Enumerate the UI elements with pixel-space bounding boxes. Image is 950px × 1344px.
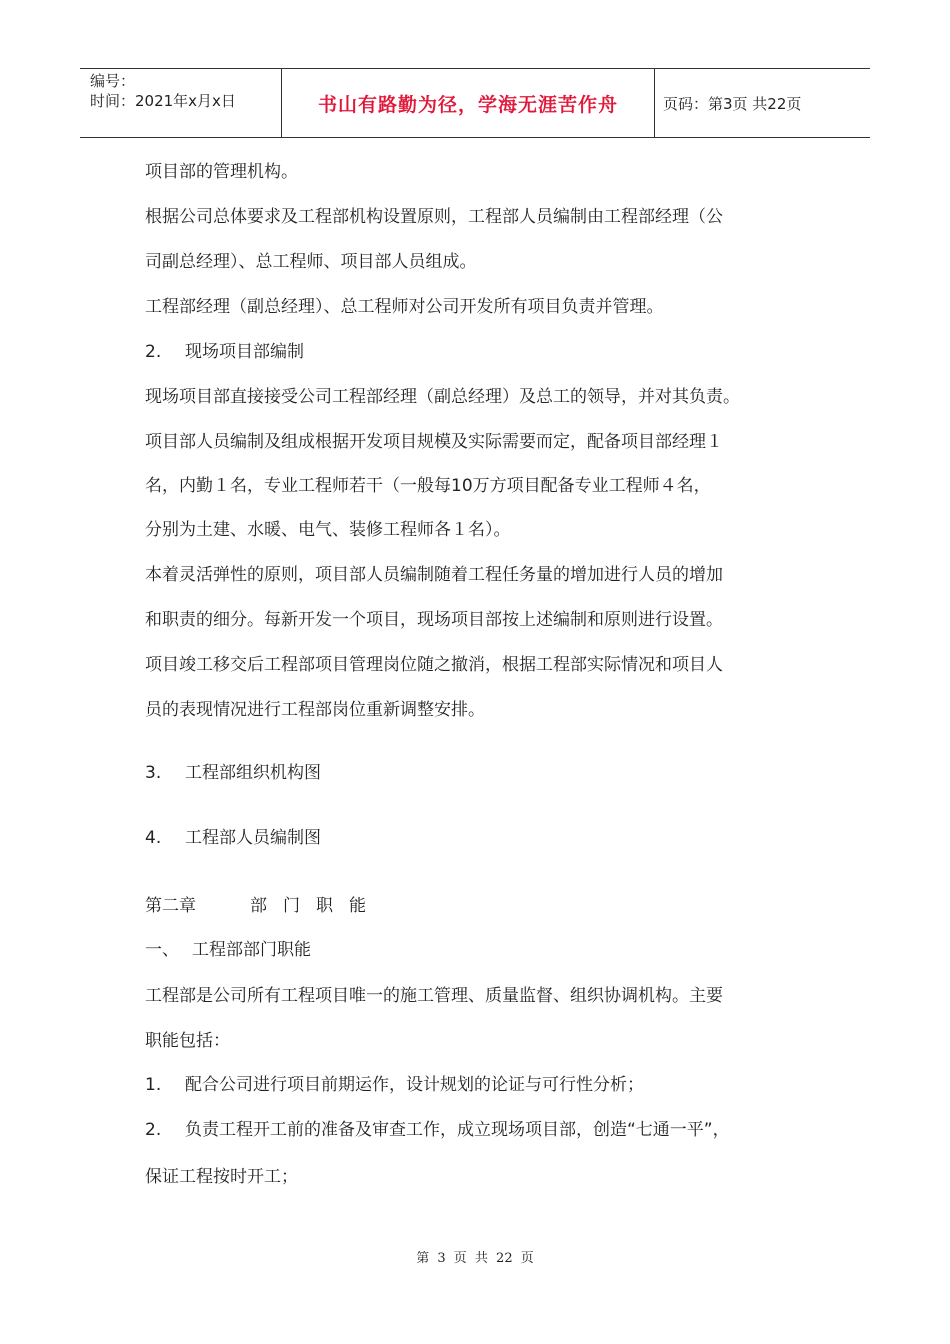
chapter-heading: [145, 894, 382, 918]
paragraph-line: 工程部是公司所有工程项目唯一的施工管理、质量监督、组织协调机构。主要: [145, 986, 723, 1006]
header-page-cell: [655, 69, 870, 137]
section-heading: [145, 938, 311, 962]
paragraph-line: 项目部人员编制及组成根据开发项目规模及实际需要而定，配备项目部经理１: [145, 432, 723, 452]
header-info-cell: [80, 69, 282, 137]
item-text: 工程部人员编制图: [185, 828, 321, 848]
header-motto-cell: [282, 69, 655, 137]
item-number: 2.: [145, 1120, 162, 1140]
paragraph-line: 本着灵活弹性的原则，项目部人员编制随着工程任务量的增加进行人员的增加: [145, 565, 723, 585]
paragraph-line: 项目部的管理机构。: [145, 162, 298, 182]
item-text: 配合公司进行项目前期运作，设计规划的论证与可行性分析；: [185, 1075, 644, 1095]
item-text: 现场项目部编制: [185, 342, 304, 362]
chapter-title: 部门职能: [250, 896, 382, 916]
page-header: [80, 68, 870, 138]
serial-label: 编号：: [90, 72, 136, 90]
paragraph-line: 职能包括：: [145, 1031, 230, 1051]
paragraph-line: 名，内勤１名，专业工程师若干（一般每10万方项目配备专业工程师４名，: [145, 476, 711, 496]
item-text: 负责工程开工前的准备及审查工作，成立现场项目部，创造“七通一平”，: [185, 1120, 730, 1140]
paragraph-line: 员的表现情况进行工程部岗位重新调整安排。: [145, 700, 485, 720]
item-number: 4.: [145, 828, 162, 848]
paragraph-line: 现场项目部直接接受公司工程部经理（副总经理）及总工的领导，并对其负责。: [145, 387, 740, 407]
motto-text: 书山有路勤为径，学海无涯苦作舟: [317, 93, 618, 116]
chapter-label: 第二章: [145, 896, 196, 916]
section-number: 一、: [145, 940, 179, 960]
paragraph-line: 司副总经理）、总工程师、项目部人员组成。: [145, 252, 477, 272]
paragraph-line: 根据公司总体要求及工程部机构设置原则，工程部人员编制由工程部经理（公: [145, 207, 723, 227]
item-number: 1.: [145, 1075, 162, 1095]
numbered-item: [145, 826, 321, 850]
paragraph-line: 和职责的细分。每新开发一个项目，现场项目部按上述编制和原则进行设置。: [145, 610, 723, 630]
paragraph-line: 工程部经理（副总经理）、总工程师对公司开发所有项目负责并管理。: [145, 297, 664, 317]
time-label: 时间：2021年x月x日: [90, 92, 236, 110]
section-title: 工程部部门职能: [192, 940, 311, 960]
page-code: 页码：第3页 共22页: [663, 94, 802, 113]
paragraph-line: 保证工程按时开工；: [145, 1167, 298, 1187]
page-footer: 第 3 页 共 22 页: [416, 1251, 534, 1266]
numbered-item: [145, 761, 321, 785]
item-number: 2.: [145, 342, 162, 362]
numbered-item: [145, 1118, 730, 1142]
paragraph-line: 分别为土建、水暖、电气、装修工程师各１名）。: [145, 520, 511, 540]
paragraph-line: 项目竣工移交后工程部项目管理岗位随之撤消，根据工程部实际情况和项目人: [145, 655, 723, 675]
item-number: 3.: [145, 763, 162, 783]
item-text: 工程部组织机构图: [185, 763, 321, 783]
numbered-item: [145, 340, 304, 364]
numbered-item: [145, 1073, 644, 1097]
